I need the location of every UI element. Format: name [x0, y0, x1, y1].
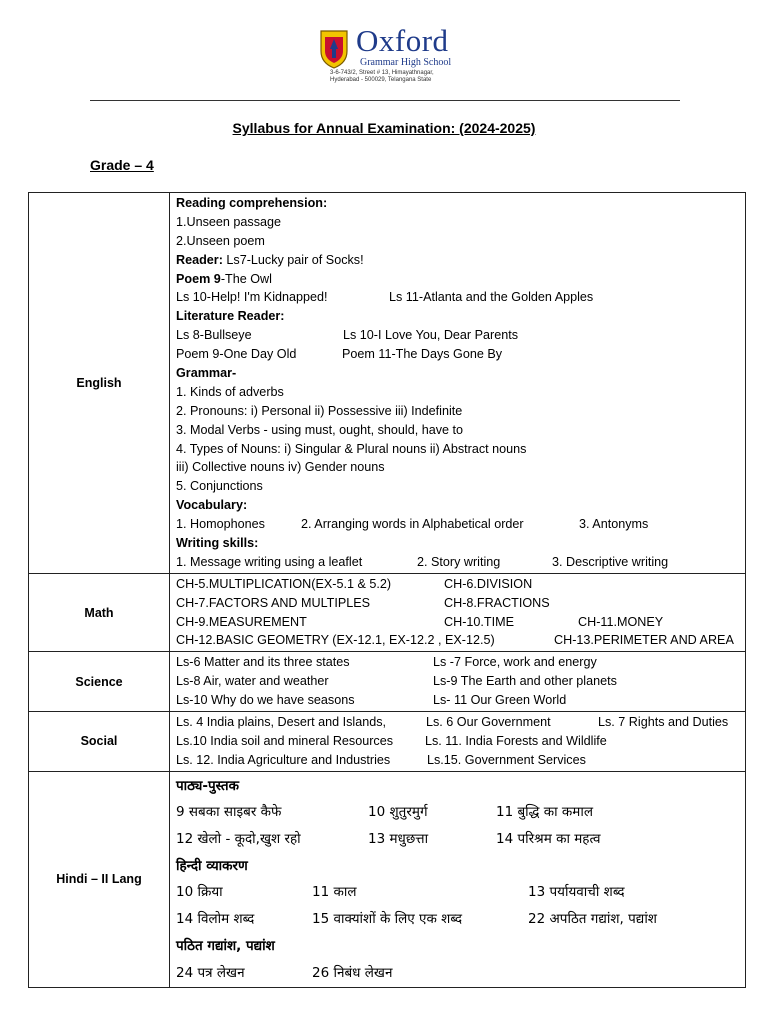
address-line-2: Hyderabad - 500029, Telangana State [330, 77, 432, 83]
chapter-item: CH-5.MULTIPLICATION(EX-5.1 & 5.2) [176, 576, 392, 591]
chapter-item: CH-12.BASIC GEOMETRY (EX-12.1, EX-12.2 , EX-12.5) [176, 633, 495, 648]
writing-item: 3. Descriptive writing [552, 554, 669, 569]
writing-item: 1. Message writing using a leaflet [176, 554, 363, 569]
lesson-item: Ls-10 Why do we have seasons [176, 693, 355, 708]
lesson-item: Ls-8 Air, water and weather [176, 674, 329, 689]
grammar-item: 22 अपठित गद्यांश, पद्यांश [528, 911, 657, 928]
reader-line [176, 251, 745, 270]
lesson-item: Poem 11-The Days Gone By [342, 347, 503, 362]
lesson-item: Ls. 12. India Agriculture and Industries [176, 752, 391, 767]
lesson-line [176, 732, 745, 751]
vocabulary-heading: Vocabulary: [176, 498, 248, 513]
grammar-item: 3. Modal Verbs - using must, ought, should, have to [176, 422, 464, 437]
chapter-item: CH-9.MEASUREMENT [176, 614, 307, 629]
lesson-item: Ls 10-I Love You, Dear Parents [343, 328, 519, 343]
grammar-item: iii) Collective nouns iv) Gender nouns [176, 460, 385, 475]
school-address [330, 70, 434, 84]
lesson-item: 9 सबका साइबर कैफे [176, 804, 282, 821]
school-crest-icon [319, 29, 349, 69]
hindi-content [170, 771, 746, 988]
syllabus-table [28, 192, 746, 988]
vocabulary-item: 2. Arranging words in Alphabetical order [301, 517, 524, 532]
lesson-item: Ls 10-Help! I'm Kidnapped! [176, 290, 328, 305]
chapter-line [176, 594, 745, 613]
grammar-line [176, 906, 745, 933]
reader-label: Reader: [176, 252, 223, 267]
lesson-item: Ls.10 India soil and mineral Resources [176, 733, 394, 748]
vocabulary-item: 3. Antonyms [579, 517, 649, 532]
chapter-line [176, 613, 745, 632]
lesson-item: Ls. 7 Rights and Duties [598, 715, 729, 730]
address-line-1: 3-6-743/2, Street # 13, Himayathnagar, [330, 70, 434, 76]
header-divider [90, 100, 680, 101]
row-math [29, 573, 746, 652]
row-social [29, 712, 746, 772]
lesson-item: Ls. 11. India Forests and Wildlife [425, 733, 607, 748]
lesson-line [176, 826, 745, 853]
writing-heading: Writing skills: [176, 536, 259, 551]
lesson-line [176, 799, 745, 826]
vocabulary-item: 1. Homophones [176, 517, 265, 532]
subject-social: Social [29, 712, 170, 772]
passage-heading: पठित गद्यांश, पद्यांश [176, 937, 275, 954]
document-title: Syllabus for Annual Examination: (2024-2025) [232, 120, 536, 136]
lesson-item: Ls. 6 Our Government [426, 715, 551, 730]
vocabulary-line [176, 515, 745, 534]
social-content [170, 712, 746, 772]
lesson-item: 13 मधुछत्ता [368, 831, 429, 848]
lesson-item: Ls -7 Force, work and energy [433, 655, 597, 670]
grammar-item: 2. Pronouns: i) Personal ii) Possessive iii) Indefinite [176, 403, 463, 418]
subject-hindi: Hindi – II Lang [29, 771, 170, 988]
lesson-item: 14 परिश्रम का महत्व [496, 831, 601, 848]
reader-text: Ls7-Lucky pair of Socks! [222, 252, 364, 267]
lesson-item: Ls. 4 India plains, Desert and Islands, [176, 715, 387, 730]
row-science [29, 652, 746, 712]
reading-item: 1.Unseen passage [176, 214, 282, 229]
chapter-line [176, 631, 745, 650]
grammar-item: 10 क्रिया [176, 884, 223, 901]
chapter-item: CH-13.PERIMETER AND AREA [554, 633, 734, 648]
textbook-heading: पाठ्य-पुस्तक [176, 777, 239, 794]
poem-label: Poem 9 [176, 271, 221, 286]
grammar-heading: हिन्दी व्याकरण [176, 857, 248, 874]
grammar-item: 4. Types of Nouns: i) Singular & Plural nouns ii) Abstract nouns [176, 441, 527, 456]
lesson-item: Ls 11-Atlanta and the Golden Apples [389, 290, 594, 305]
literature-heading: Literature Reader: [176, 309, 285, 324]
chapter-item: CH-10.TIME [444, 614, 514, 629]
writing-item: 24 पत्र लेखन [176, 964, 245, 981]
writing-item: 2. Story writing [417, 554, 501, 569]
chapter-item: CH-7.FACTORS AND MULTIPLES [176, 595, 371, 610]
subject-math: Math [29, 573, 170, 652]
grammar-heading: Grammar- [176, 366, 237, 381]
grammar-item: 13 पर्यायवाची शब्द [528, 884, 625, 901]
row-english [29, 193, 746, 574]
grammar-item: 14 विलोम शब्द [176, 911, 255, 928]
grammar-item: 5. Conjunctions [176, 479, 263, 494]
lesson-item: 12 खेलो - कूदो,खुश रहो [176, 831, 301, 848]
grade-label: Grade – 4 [90, 157, 154, 173]
lesson-line [176, 326, 745, 345]
lesson-item: 11 बुद्धि का कमाल [496, 804, 593, 821]
lesson-item: Ls.15. Government Services [427, 752, 586, 767]
reading-heading: Reading comprehension: [176, 196, 328, 210]
math-content [170, 573, 746, 652]
english-content [170, 193, 746, 574]
grammar-item: 11 काल [312, 884, 357, 901]
grammar-line [176, 879, 745, 906]
subject-science: Science [29, 652, 170, 712]
subject-english: English [29, 193, 170, 574]
lesson-item: Ls-9 The Earth and other planets [433, 674, 617, 689]
school-header [0, 24, 768, 96]
lesson-line [176, 653, 745, 672]
science-content [170, 652, 746, 712]
lesson-item: Ls- 11 Our Green World [433, 693, 567, 708]
poem-text: -The Owl [220, 271, 272, 286]
lesson-item: Ls-6 Matter and its three states [176, 655, 350, 670]
lesson-item: 10 शुतुरमुर्ग [368, 804, 428, 821]
poem-line [176, 270, 745, 289]
lesson-line [176, 751, 745, 770]
lesson-line [176, 691, 745, 710]
row-hindi [29, 771, 746, 988]
reading-item: 2.Unseen poem [176, 233, 265, 248]
lesson-line [176, 713, 745, 732]
chapter-item: CH-11.MONEY [578, 614, 664, 629]
lesson-line [176, 288, 745, 307]
school-name: Grammar High School [360, 57, 452, 68]
writing-line [176, 960, 745, 987]
lesson-line [176, 672, 745, 691]
chapter-item: CH-8.FRACTIONS [444, 595, 550, 610]
lesson-item: Poem 9-One Day Old [176, 347, 297, 362]
grammar-item: 1. Kinds of adverbs [176, 384, 284, 399]
writing-item: 26 निबंध लेखन [312, 964, 393, 981]
chapter-item: CH-6.DIVISION [444, 576, 533, 591]
lesson-line [176, 345, 745, 364]
writing-line [176, 553, 745, 572]
chapter-line [176, 575, 745, 594]
brand-name: Oxford [356, 23, 449, 58]
lesson-item: Ls 8-Bullseye [176, 328, 252, 343]
grammar-item: 15 वाक्यांशों के लिए एक शब्द [312, 911, 463, 928]
